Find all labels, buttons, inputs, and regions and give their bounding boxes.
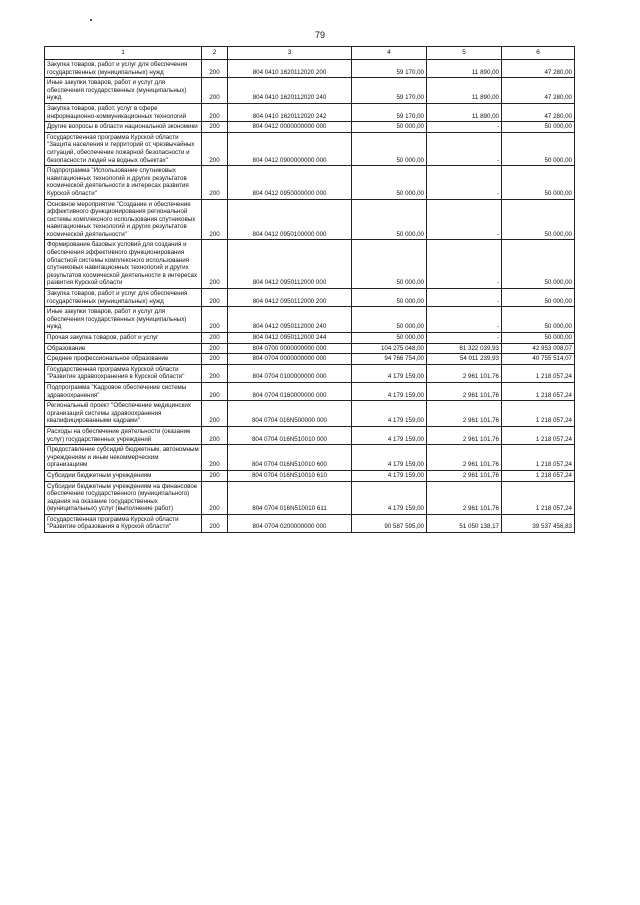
row-expense-type: 200: [202, 514, 228, 532]
row-budget-code: 804 0412 0950000000 000: [228, 166, 352, 199]
row-name: Субсидии бюджетным учреждениям: [45, 470, 202, 481]
header-row: [45, 47, 575, 60]
row-value-col5: 61 322 039,93: [427, 343, 502, 354]
column-header: 1: [45, 47, 202, 60]
row-name: Закупка товаров, работ и услуг для обеспечения государственных (муниципальных) нужд: [45, 289, 202, 307]
row-value-col6: 1 218 057,24: [502, 445, 575, 471]
row-value-col5: -: [427, 333, 502, 344]
row-value-col6: 50 000,00: [502, 240, 575, 289]
row-name: Государственная программа Курской области "Защита населения и территорий от чрезвычайных ситуаций, обеспечение пожарной безопасности и безопасности людей на водных объектах": [45, 132, 202, 165]
row-name: Основное мероприятие "Создание и обеспечение эффективного функционирования региональной системы комплексного использования спутниковых навигационных технологий и других результатов космической деятельности": [45, 199, 202, 240]
row-expense-type: 200: [202, 333, 228, 344]
row-value-col4: 50 000,00: [352, 132, 427, 165]
row-value-col4: 50 000,00: [352, 122, 427, 133]
table-row: [45, 166, 575, 199]
table-row: [45, 364, 575, 382]
row-value-col4: 50 000,00: [352, 307, 427, 333]
row-value-col4: 4 179 159,00: [352, 364, 427, 382]
row-name: Подпрограмма "Использование спутниковых навигационных технологий и других результатов космической деятельности в интересах развития Курской области": [45, 166, 202, 199]
row-name: Другие вопросы в области национальной экономики: [45, 122, 202, 133]
row-expense-type: 200: [202, 166, 228, 199]
row-value-col4: 4 179 159,00: [352, 445, 427, 471]
row-name: Подпрограмма "Кадровое обеспечение системы здравоохранения": [45, 382, 202, 400]
row-expense-type: 200: [202, 343, 228, 354]
row-budget-code: 804 0704 016N510010 000: [228, 426, 352, 444]
row-budget-code: 804 0704 016N510010 600: [228, 445, 352, 471]
row-budget-code: 804 0412 0900000000 000: [228, 132, 352, 165]
row-budget-code: 804 0704 0200000000 000: [228, 514, 352, 532]
row-value-col4: 4 179 159,00: [352, 401, 427, 427]
row-name: Формирование базовых условий для создания и обеспечения эффективного функционирования областной системы комплексного использования спутниковых навигационных технологий и других результатов космической деятельности в интересах развития Курской области: [45, 240, 202, 289]
row-name: Государственная программа Курской области "Развитие образования в Курской области": [45, 514, 202, 532]
table-row: [45, 343, 575, 354]
table-row: [45, 60, 575, 78]
table-row: [45, 470, 575, 481]
row-value-col4: 59 170,00: [352, 103, 427, 121]
row-value-col5: -: [427, 199, 502, 240]
row-value-col5: -: [427, 166, 502, 199]
row-budget-code: 804 0412 0000000000 000: [228, 122, 352, 133]
row-value-col4: 104 275 048,00: [352, 343, 427, 354]
row-budget-code: 804 0410 1620112020 242: [228, 103, 352, 121]
row-value-col6: 40 755 514,07: [502, 354, 575, 365]
row-value-col5: 2 961 101,76: [427, 445, 502, 471]
row-name: Расходы на обеспечение деятельности (оказание услуг) государственных учреждений: [45, 426, 202, 444]
table-row: [45, 122, 575, 133]
table-row: [45, 307, 575, 333]
row-value-col6: 1 218 057,24: [502, 364, 575, 382]
row-budget-code: 804 0412 0950100000 000: [228, 199, 352, 240]
row-expense-type: 200: [202, 307, 228, 333]
row-value-col5: -: [427, 240, 502, 289]
row-expense-type: 200: [202, 240, 228, 289]
row-name: Иные закупки товаров, работ и услуг для обеспечения государственных (муниципальных) нужд: [45, 307, 202, 333]
row-budget-code: 804 0410 1620112020 240: [228, 78, 352, 104]
row-expense-type: 200: [202, 122, 228, 133]
row-budget-code: 804 0704 016N510010 611: [228, 481, 352, 514]
row-value-col5: 51 050 138,17: [427, 514, 502, 532]
row-value-col4: 50 000,00: [352, 240, 427, 289]
row-expense-type: 200: [202, 103, 228, 121]
row-expense-type: 200: [202, 445, 228, 471]
column-header: 5: [427, 47, 502, 60]
row-value-col4: 94 766 754,00: [352, 354, 427, 365]
row-value-col6: 50 000,00: [502, 307, 575, 333]
table-row: [45, 481, 575, 514]
row-value-col5: -: [427, 307, 502, 333]
row-budget-code: 804 0412 0950112000 240: [228, 307, 352, 333]
table-row: [45, 240, 575, 289]
row-name: Прочая закупка товаров, работ и услуг: [45, 333, 202, 344]
row-value-col5: -: [427, 132, 502, 165]
column-header: 4: [352, 47, 427, 60]
row-budget-code: 804 0412 0950112000 244: [228, 333, 352, 344]
row-value-col6: 1 218 057,24: [502, 481, 575, 514]
row-expense-type: 200: [202, 199, 228, 240]
row-value-col6: 1 218 057,24: [502, 382, 575, 400]
row-budget-code: 804 0704 0000000000 000: [228, 354, 352, 365]
row-value-col5: 2 961 101,76: [427, 470, 502, 481]
row-value-col5: 2 961 101,76: [427, 426, 502, 444]
row-value-col5: 11 890,00: [427, 103, 502, 121]
page-number: 79: [314, 30, 325, 40]
row-value-col4: 50 000,00: [352, 289, 427, 307]
row-value-col5: 2 961 101,76: [427, 481, 502, 514]
table-row: [45, 289, 575, 307]
row-value-col4: 50 000,00: [352, 333, 427, 344]
row-value-col4: 59 170,00: [352, 60, 427, 78]
table-row: [45, 445, 575, 471]
row-name: Региональный проект "Обеспечение медицинских организаций системы здравоохранения квалифицированными кадрами": [45, 401, 202, 427]
row-budget-code: 804 0704 016N500000 000: [228, 401, 352, 427]
row-budget-code: 804 0412 0950112000 200: [228, 289, 352, 307]
row-value-col6: 42 953 008,07: [502, 343, 575, 354]
row-value-col6: 50 000,00: [502, 199, 575, 240]
row-value-col4: 4 179 159,00: [352, 382, 427, 400]
row-value-col6: 1 218 057,24: [502, 426, 575, 444]
budget-table-body: [45, 47, 575, 533]
row-expense-type: 200: [202, 426, 228, 444]
table-row: [45, 514, 575, 532]
table-row: [45, 333, 575, 344]
row-name: Иные закупки товаров, работ и услуг для обеспечения государственных (муниципальных) нужд: [45, 78, 202, 104]
row-value-col6: 50 000,00: [502, 132, 575, 165]
row-name: Субсидии бюджетным учреждениям на финансовое обеспечение государственного (муниципального) задания на оказание государственных (муниципальных) услуг (выполнение работ): [45, 481, 202, 514]
column-header: 3: [228, 47, 352, 60]
row-value-col6: 47 280,00: [502, 103, 575, 121]
row-expense-type: 200: [202, 364, 228, 382]
row-value-col5: 2 961 101,76: [427, 364, 502, 382]
table-row: [45, 354, 575, 365]
row-value-col5: 54 011 239,93: [427, 354, 502, 365]
row-expense-type: 200: [202, 481, 228, 514]
row-expense-type: 200: [202, 470, 228, 481]
table-row: [45, 78, 575, 104]
row-budget-code: 804 0700 0000000000 000: [228, 343, 352, 354]
row-value-col4: 4 179 159,00: [352, 470, 427, 481]
row-name: Закупка товаров, работ и услуг для обеспечения государственных (муниципальных) нужд: [45, 60, 202, 78]
budget-table: [44, 46, 575, 533]
table-row: [45, 401, 575, 427]
row-value-col4: 50 000,00: [352, 166, 427, 199]
column-header: 6: [502, 47, 575, 60]
row-value-col5: 11 890,00: [427, 78, 502, 104]
row-expense-type: 200: [202, 60, 228, 78]
row-name: Государственная программа Курской области "Развитие здравоохранения в Курской области": [45, 364, 202, 382]
row-value-col4: 50 000,00: [352, 199, 427, 240]
row-value-col6: 50 000,00: [502, 333, 575, 344]
row-value-col6: 39 537 456,83: [502, 514, 575, 532]
row-expense-type: 200: [202, 354, 228, 365]
row-value-col5: -: [427, 289, 502, 307]
scan-speck: [90, 19, 92, 21]
row-name: Предоставление субсидий бюджетным, автономным учреждениям и иным некоммерческим организациям: [45, 445, 202, 471]
table-row: [45, 103, 575, 121]
row-value-col4: 4 179 159,00: [352, 481, 427, 514]
row-name: Закупка товаров, работ, услуг в сфере информационно-коммуникационных технологий: [45, 103, 202, 121]
table-row: [45, 382, 575, 400]
row-value-col5: 2 961 101,76: [427, 401, 502, 427]
row-budget-code: 804 0704 016N510010 610: [228, 470, 352, 481]
row-value-col6: 1 218 057,24: [502, 470, 575, 481]
row-value-col5: 11 890,00: [427, 60, 502, 78]
table-row: [45, 426, 575, 444]
row-value-col6: 47 280,00: [502, 60, 575, 78]
row-name: Образование: [45, 343, 202, 354]
row-expense-type: 200: [202, 289, 228, 307]
row-name: Среднее профессиональное образование: [45, 354, 202, 365]
table-row: [45, 199, 575, 240]
row-budget-code: 804 0410 1620112020 200: [228, 60, 352, 78]
row-value-col6: 1 218 057,24: [502, 401, 575, 427]
row-expense-type: 200: [202, 132, 228, 165]
row-value-col6: 50 000,00: [502, 289, 575, 307]
row-value-col5: 2 961 101,76: [427, 382, 502, 400]
row-value-col4: 59 170,00: [352, 78, 427, 104]
table-row: [45, 132, 575, 165]
row-value-col6: 50 000,00: [502, 166, 575, 199]
row-budget-code: 804 0412 0950112000 000: [228, 240, 352, 289]
row-value-col6: 47 280,00: [502, 78, 575, 104]
row-budget-code: 804 0704 0100000000 000: [228, 364, 352, 382]
row-expense-type: 200: [202, 401, 228, 427]
row-value-col4: 4 179 159,00: [352, 426, 427, 444]
row-value-col4: 90 587 595,00: [352, 514, 427, 532]
row-value-col6: 50 000,00: [502, 122, 575, 133]
row-expense-type: 200: [202, 78, 228, 104]
column-header: 2: [202, 47, 228, 60]
row-value-col5: -: [427, 122, 502, 133]
row-expense-type: 200: [202, 382, 228, 400]
row-budget-code: 804 0704 0160000000 000: [228, 382, 352, 400]
